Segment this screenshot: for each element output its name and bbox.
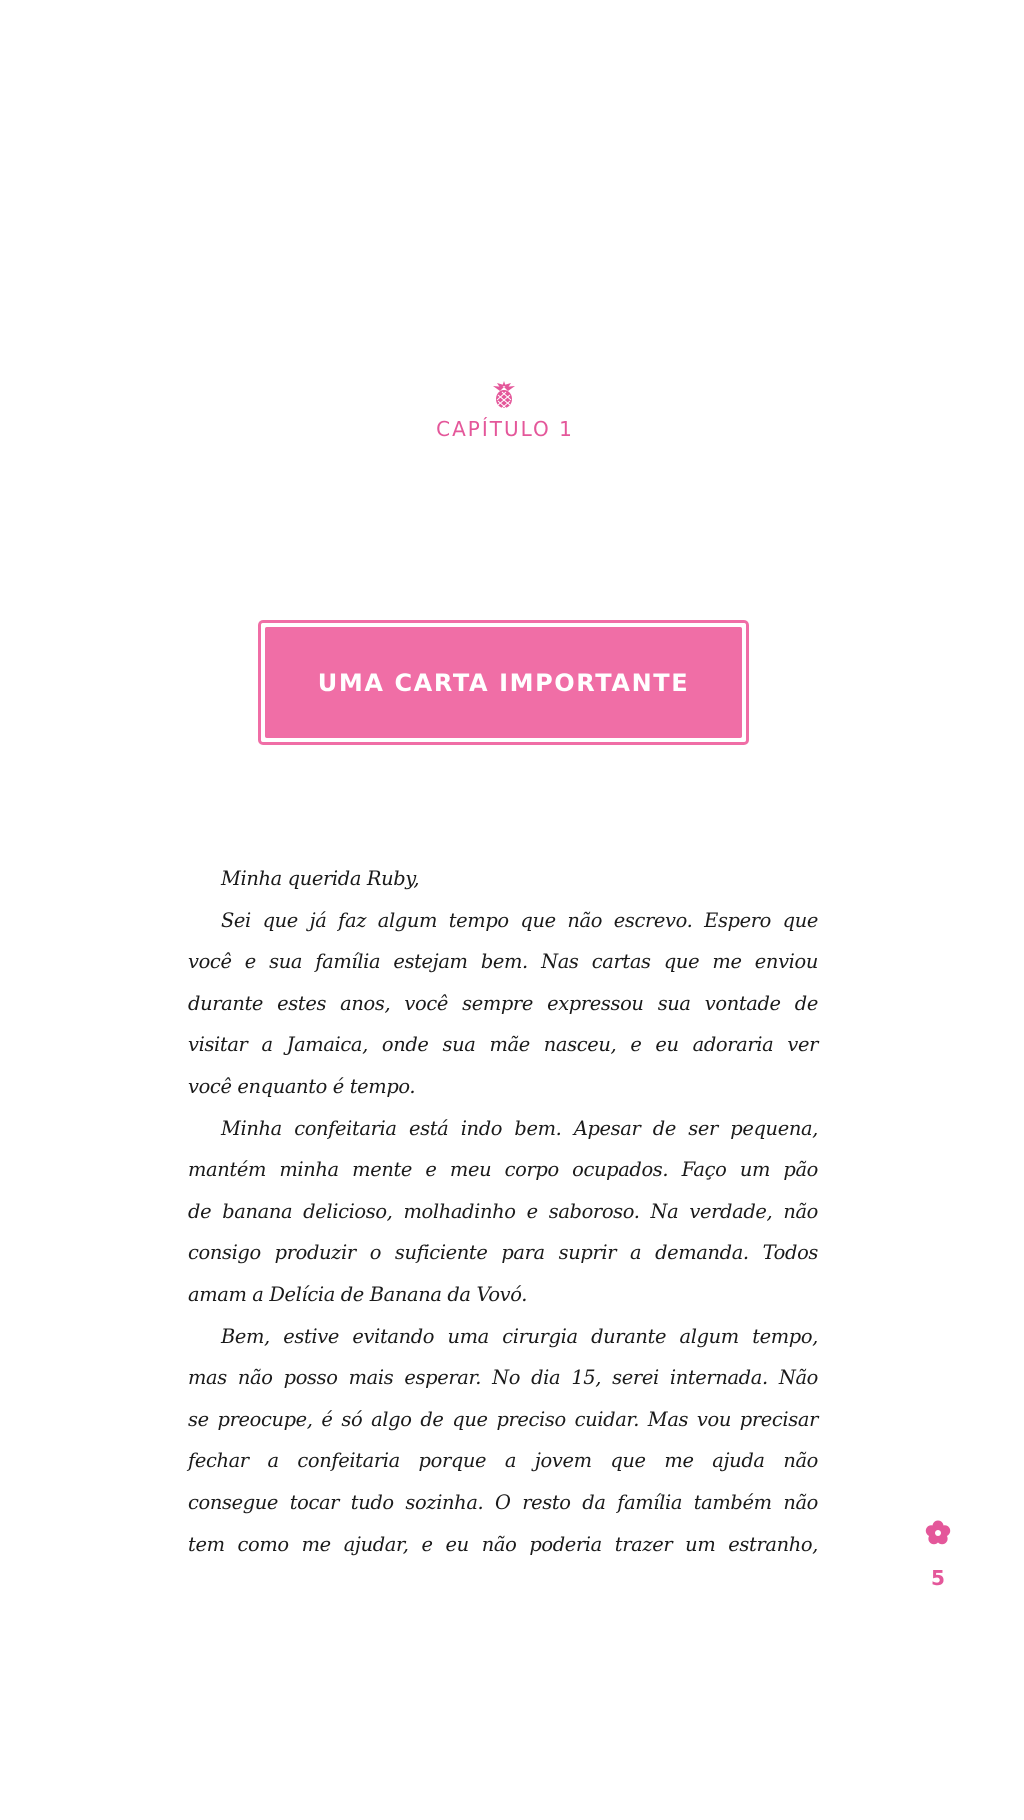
letter-line: mas não posso mais esperar. No dia 15, serei internada. Não	[188, 1366, 818, 1390]
letter-line: se preocupe, é só algo de que preciso cuidar. Mas vou precisar	[188, 1407, 818, 1431]
letter-line: amam a Delícia de Banana da Vovó.	[188, 1282, 528, 1306]
letter-line: você enquanto é tempo.	[188, 1074, 416, 1098]
letter-greeting: Minha querida Ruby,	[221, 867, 420, 890]
page-number: 5	[931, 1566, 945, 1590]
letter-line: mantém minha mente e meu corpo ocupados. Faço um pão	[188, 1158, 818, 1182]
letter-line: fechar a confeitaria porque a jovem que me ajuda não	[188, 1449, 818, 1473]
pineapple-icon	[489, 381, 519, 409]
letter-line: durante estes anos, você sempre expressou sua vontade de	[188, 991, 818, 1015]
letter-line: visitar a Jamaica, onde sua mãe nasceu, e eu adoraria ver	[188, 1033, 818, 1057]
chapter-title-box	[258, 620, 749, 745]
letter-line: consigo produzir o suficiente para suprir a demanda. Todos	[188, 1241, 818, 1265]
chapter-title-banner	[265, 627, 742, 738]
letter-line: você e sua família estejam bem. Nas cartas que me enviou	[188, 950, 818, 974]
letter-line: Minha confeitaria está indo bem. Apesar de ser pequena,	[221, 1116, 818, 1140]
letter-line: Bem, estive evitando uma cirurgia durante algum tempo,	[221, 1324, 818, 1348]
letter-line: Sei que já faz algum tempo que não escrevo. Espero que	[221, 908, 818, 932]
letter-body	[188, 858, 818, 1565]
chapter-label: CAPÍTULO 1	[436, 417, 574, 441]
letter-line: tem como me ajudar, e eu não poderia trazer um estranho,	[188, 1532, 818, 1556]
flower-icon	[925, 1520, 951, 1546]
letter-line: consegue tocar tudo sozinha. O resto da família também não	[188, 1490, 818, 1514]
chapter-title: UMA CARTA IMPORTANTE	[317, 668, 690, 697]
letter-line: de banana delicioso, molhadinho e saboroso. Na verdade, não	[188, 1199, 818, 1223]
